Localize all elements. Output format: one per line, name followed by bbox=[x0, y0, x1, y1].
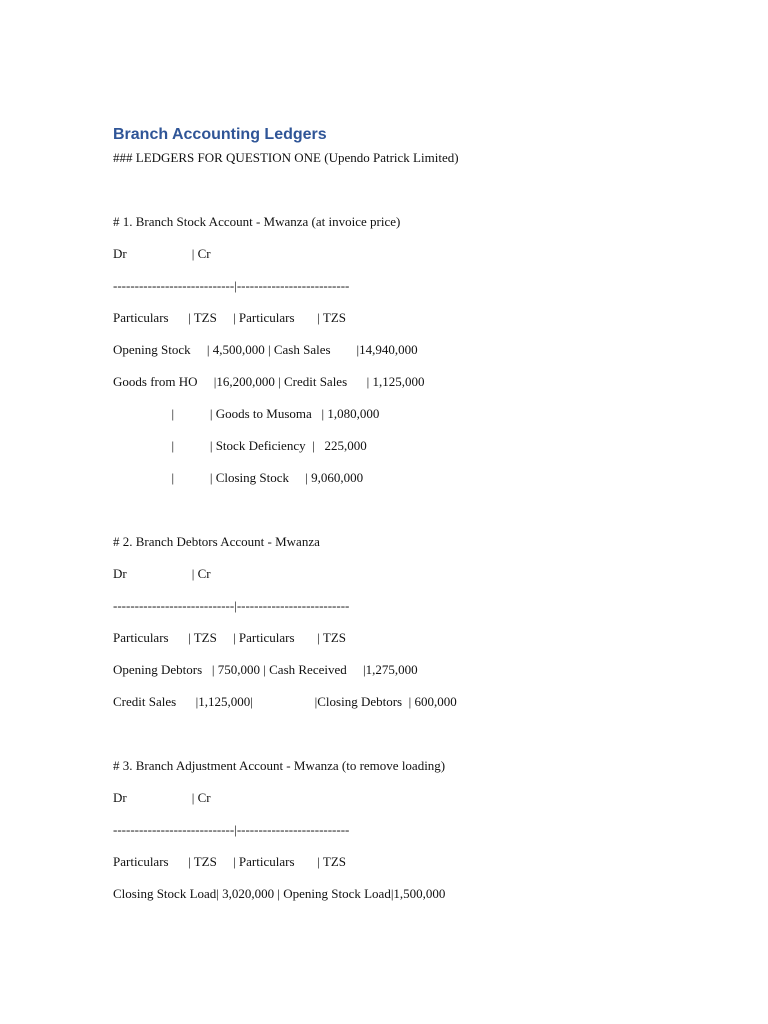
section-3-title: # 3. Branch Adjustment Account - Mwanza (to remove loading) bbox=[113, 758, 446, 773]
section-1-row: | | Stock Deficiency | 225,000 bbox=[113, 438, 367, 453]
section-2-row: Credit Sales |1,125,000| |Closing Debtors | 600,000 bbox=[113, 694, 457, 709]
section-2-header-row: Particulars | TZS | Particulars | TZS bbox=[113, 630, 346, 645]
section-3-divider: ----------------------------|-------------------------- bbox=[113, 822, 350, 837]
section-2-row: Opening Debtors | 750,000 | Cash Received |1,275,000 bbox=[113, 662, 418, 677]
section-1-divider: ----------------------------|-------------------------- bbox=[113, 278, 350, 293]
section-1-title: # 1. Branch Stock Account - Mwanza (at invoice price) bbox=[113, 214, 401, 229]
section-1-header-row: Particulars | TZS | Particulars | TZS bbox=[113, 310, 346, 325]
section-1-row: Goods from HO |16,200,000 | Credit Sales | 1,125,000 bbox=[113, 374, 425, 389]
section-2-title: # 2. Branch Debtors Account - Mwanza bbox=[113, 534, 320, 549]
section-2-divider: ----------------------------|-------------------------- bbox=[113, 598, 350, 613]
section-3-header-row: Particulars | TZS | Particulars | TZS bbox=[113, 854, 346, 869]
section-3-dr-cr: Dr | Cr bbox=[113, 790, 211, 805]
document-heading: Branch Accounting Ledgers bbox=[113, 126, 327, 143]
section-1-row: Opening Stock | 4,500,000 | Cash Sales |14,940,000 bbox=[113, 342, 418, 357]
section-2-dr-cr: Dr | Cr bbox=[113, 566, 211, 581]
question-title: ### LEDGERS FOR QUESTION ONE (Upendo Patrick Limited) bbox=[113, 150, 459, 165]
section-1-row: | | Goods to Musoma | 1,080,000 bbox=[113, 406, 380, 421]
section-1-dr-cr: Dr | Cr bbox=[113, 246, 211, 261]
section-1-row: | | Closing Stock | 9,060,000 bbox=[113, 470, 364, 485]
section-3-row: Closing Stock Load| 3,020,000 | Opening Stock Load|1,500,000 bbox=[113, 886, 446, 901]
